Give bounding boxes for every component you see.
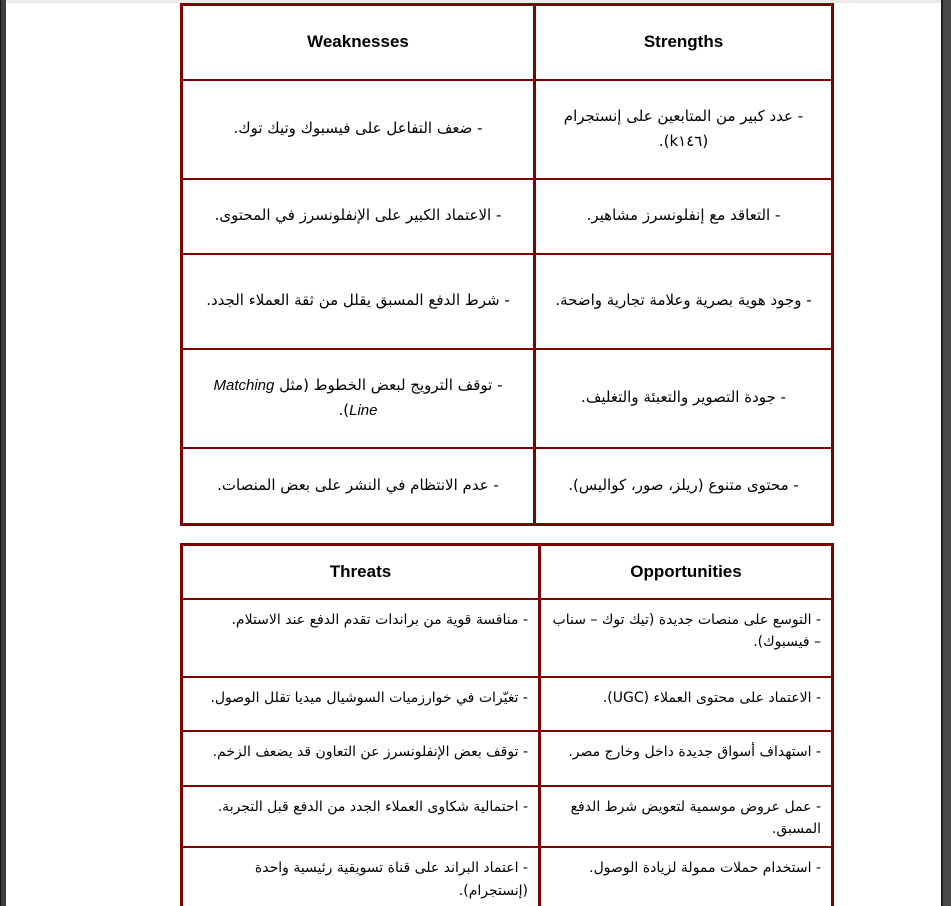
- table-row: [182, 448, 833, 525]
- cell-threat-5: - اعتماد البراند على قناة تسويقية رئيسية واحدة (إنستجرام).: [182, 847, 540, 906]
- weakness-4-arabic-pre: - توقف الترويج لبعض الخطوط (مثل: [274, 375, 503, 394]
- cell-strength-2: - التعاقد مع إنفلونسرز مشاهير.: [535, 179, 833, 254]
- scrollbar-track[interactable]: [941, 0, 951, 906]
- cell-strength-1: - عدد كبير من المتابعين على إنستجرام (k١٤٦).: [535, 80, 833, 179]
- threats-opportunities-table: [180, 543, 834, 906]
- table-row: [182, 599, 833, 677]
- table-row: [182, 349, 833, 448]
- cell-threat-3: - توقف بعض الإنفلونسرز عن التعاون قد يضعف الزخم.: [182, 731, 540, 786]
- header-strengths: Strengths: [535, 5, 833, 80]
- cell-opportunity-1: - التوسع على منصات جديدة (تيك توك – سناب – فيسبوك).: [540, 599, 833, 677]
- table-header-row: [182, 5, 833, 80]
- cell-strength-3: - وجود هوية بصرية وعلامة تجارية واضحة.: [535, 254, 833, 349]
- cell-weakness-1: - ضعف التفاعل على فيسبوك وتيك توك.: [182, 80, 535, 179]
- header-weaknesses: Weaknesses: [182, 5, 535, 80]
- cell-threat-2: - تغيّرات في خوارزميات السوشيال ميديا تقلل الوصول.: [182, 677, 540, 731]
- table-row: [182, 731, 833, 786]
- weakness-4-latin-phrase: Matching Line: [213, 376, 378, 419]
- table-row: [182, 80, 833, 179]
- table-row: [182, 677, 833, 731]
- table-row: [182, 786, 833, 848]
- table-header-row: [182, 545, 833, 599]
- table-row: [182, 179, 833, 254]
- window-edge-left: [0, 0, 6, 906]
- cell-weakness-2: - الاعتماد الكبير على الإنفلونسرز في المحتوى.: [182, 179, 535, 254]
- cell-threat-1: - منافسة قوية من براندات تقدم الدفع عند الاستلام.: [182, 599, 540, 677]
- table-row: [182, 847, 833, 906]
- cell-strength-4: - جودة التصوير والتعبئة والتغليف.: [535, 349, 833, 448]
- cell-opportunity-4: - عمل عروض موسمية لتعويض شرط الدفع المسبق.: [540, 786, 833, 848]
- cell-threat-4: - احتمالية شكاوى العملاء الجدد من الدفع قبل التجربة.: [182, 786, 540, 848]
- cell-opportunity-5: - استخدام حملات ممولة لزيادة الوصول.: [540, 847, 833, 906]
- cell-weakness-3: - شرط الدفع المسبق يقلل من ثقة العملاء الجدد.: [182, 254, 535, 349]
- cell-strength-5: - محتوى متنوع (ريلز، صور، كواليس).: [535, 448, 833, 525]
- swot-strengths-weaknesses-table: [180, 3, 834, 526]
- weakness-4-arabic-post: ).: [338, 401, 350, 419]
- table-row: [182, 254, 833, 349]
- cell-opportunity-2: - الاعتماد على محتوى العملاء (UGC).: [540, 677, 833, 731]
- cell-weakness-5: - عدم الانتظام في النشر على بعض المنصات.: [182, 448, 535, 525]
- cell-weakness-4: [182, 349, 535, 448]
- cell-opportunity-3: - استهداف أسواق جديدة داخل وخارج مصر.: [540, 731, 833, 786]
- header-threats: Threats: [182, 545, 540, 599]
- header-opportunities: Opportunities: [540, 545, 833, 599]
